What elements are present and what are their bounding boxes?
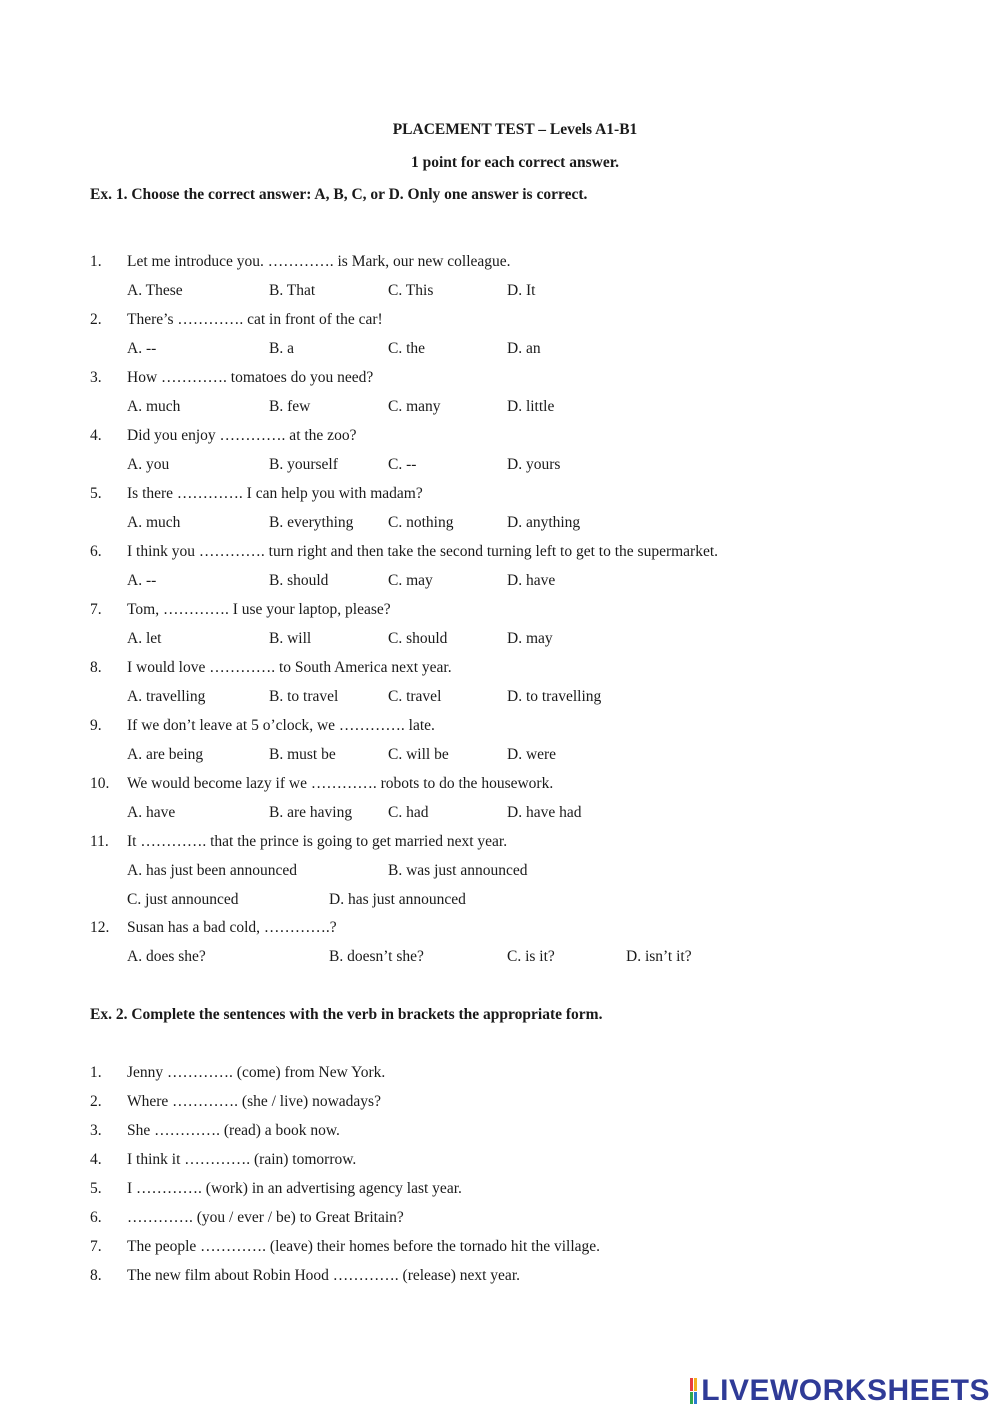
question-number: 6.	[90, 543, 102, 560]
item-text: I think it …………. (rain) tomorrow.	[127, 1151, 357, 1168]
answer-option: C. many	[388, 398, 441, 415]
item-number: 8.	[90, 1267, 102, 1284]
question-text: Is there …………. I can help you with madam?	[127, 485, 423, 502]
question-text: We would become lazy if we …………. robots to do the housework.	[127, 775, 554, 792]
answer-option: A. --	[127, 340, 157, 357]
answer-option: C. travel	[388, 688, 442, 705]
question-text: It …………. that the prince is going to get married next year.	[127, 833, 508, 850]
answer-option: C. is it?	[507, 948, 555, 965]
answer-option: B. few	[269, 398, 311, 415]
item-text: She …………. (read) a book now.	[127, 1122, 340, 1139]
question-text: How …………. tomatoes do you need?	[127, 369, 374, 386]
question-number: 7.	[90, 601, 102, 618]
answer-option: D. It	[507, 282, 536, 299]
item-text: Where …………. (she / live) nowadays?	[127, 1093, 381, 1110]
answer-option: D. has just announced	[329, 891, 466, 908]
question-text: I would love …………. to South America next year.	[127, 659, 452, 676]
answer-option: A. does she?	[127, 948, 206, 965]
answer-option: B. everything	[269, 514, 354, 531]
item-number: 5.	[90, 1180, 102, 1197]
answer-option: A. much	[127, 398, 181, 415]
answer-option: C. just announced	[127, 891, 239, 908]
answer-option: A. has just been announced	[127, 862, 298, 879]
item-number: 4.	[90, 1151, 102, 1168]
question-text: Susan has a bad cold, ………….?	[127, 919, 337, 936]
question-number: 8.	[90, 659, 102, 676]
question-number: 5.	[90, 485, 102, 502]
answer-option: D. were	[507, 746, 557, 763]
answer-option: B. That	[269, 282, 316, 299]
page-title: PLACEMENT TEST – Levels A1-B1	[392, 121, 638, 138]
item-number: 1.	[90, 1064, 102, 1081]
question-text: I think you …………. turn right and then take the second turning left to get to the supermarket.	[127, 543, 719, 560]
answer-option: A. have	[127, 804, 176, 821]
exercise-2-heading: Ex. 2. Complete the sentences with the verb in brackets the appropriate form.	[90, 1006, 603, 1023]
answer-option: D. isn’t it?	[626, 948, 692, 965]
question-number: 4.	[90, 427, 102, 444]
answer-option: B. was just announced	[388, 862, 528, 879]
question-number: 10.	[90, 775, 110, 792]
question-number: 9.	[90, 717, 102, 734]
answer-option: D. to travelling	[507, 688, 602, 705]
answer-option: B. are having	[269, 804, 353, 821]
answer-option: C. will be	[388, 746, 449, 763]
question-text: Tom, …………. I use your laptop, please?	[127, 601, 391, 618]
question-number: 2.	[90, 311, 102, 328]
answer-option: A. These	[127, 282, 183, 299]
answer-option: B. doesn’t she?	[329, 948, 424, 965]
item-text: Jenny …………. (come) from New York.	[127, 1064, 386, 1081]
item-text: I …………. (work) in an advertising agency last year.	[127, 1180, 462, 1197]
question-text: There’s …………. cat in front of the car!	[127, 311, 383, 328]
answer-option: B. yourself	[269, 456, 338, 473]
answer-option: C. nothing	[388, 514, 454, 531]
liveworksheets-logo	[690, 1374, 990, 1408]
answer-option: B. must be	[269, 746, 336, 763]
answer-option: A. --	[127, 572, 157, 589]
answer-option: A. let	[127, 630, 162, 647]
answer-option: B. a	[269, 340, 294, 357]
item-text: The new film about Robin Hood …………. (release) next year.	[127, 1267, 520, 1284]
question-number: 3.	[90, 369, 102, 386]
answer-option: C. --	[388, 456, 417, 473]
answer-option: C. had	[388, 804, 429, 821]
logo-mark-icon	[690, 1378, 697, 1404]
logo-text: LIVEWORKSHEETS	[701, 1374, 990, 1407]
item-number: 6.	[90, 1209, 102, 1226]
answer-option: D. an	[507, 340, 541, 357]
answer-option: D. have had	[507, 804, 582, 821]
answer-option: B. should	[269, 572, 329, 589]
question-text: If we don’t leave at 5 o’clock, we …………. late.	[127, 717, 435, 734]
item-text: The people …………. (leave) their homes before the tornado hit the village.	[127, 1238, 601, 1255]
item-number: 3.	[90, 1122, 102, 1139]
question-text: Let me introduce you. …………. is Mark, our new colleague.	[127, 253, 511, 270]
answer-option: A. you	[127, 456, 170, 473]
answer-option: D. yours	[507, 456, 561, 473]
exercise-1-heading: Ex. 1. Choose the correct answer: A, B, C, or D. Only one answer is correct.	[90, 186, 588, 203]
answer-option: D. little	[507, 398, 555, 415]
question-number: 12.	[90, 919, 110, 936]
item-number: 2.	[90, 1093, 102, 1110]
item-text: …………. (you / ever / be) to Great Britain?	[127, 1209, 404, 1226]
item-number: 7.	[90, 1238, 102, 1255]
answer-option: A. are being	[127, 746, 204, 763]
answer-option: D. may	[507, 630, 553, 647]
answer-option: C. may	[388, 572, 433, 589]
answer-option: A. travelling	[127, 688, 206, 705]
page-subtitle: 1 point for each correct answer.	[410, 154, 620, 171]
answer-option: B. to travel	[269, 688, 339, 705]
answer-option: D. have	[507, 572, 556, 589]
answer-option: C. should	[388, 630, 448, 647]
question-text: Did you enjoy …………. at the zoo?	[127, 427, 357, 444]
answer-option: D. anything	[507, 514, 581, 531]
answer-option: A. much	[127, 514, 181, 531]
answer-option: B. will	[269, 630, 312, 647]
answer-option: C. the	[388, 340, 426, 357]
question-number: 1.	[90, 253, 102, 270]
question-number: 11.	[90, 833, 109, 850]
answer-option: C. This	[388, 282, 434, 299]
